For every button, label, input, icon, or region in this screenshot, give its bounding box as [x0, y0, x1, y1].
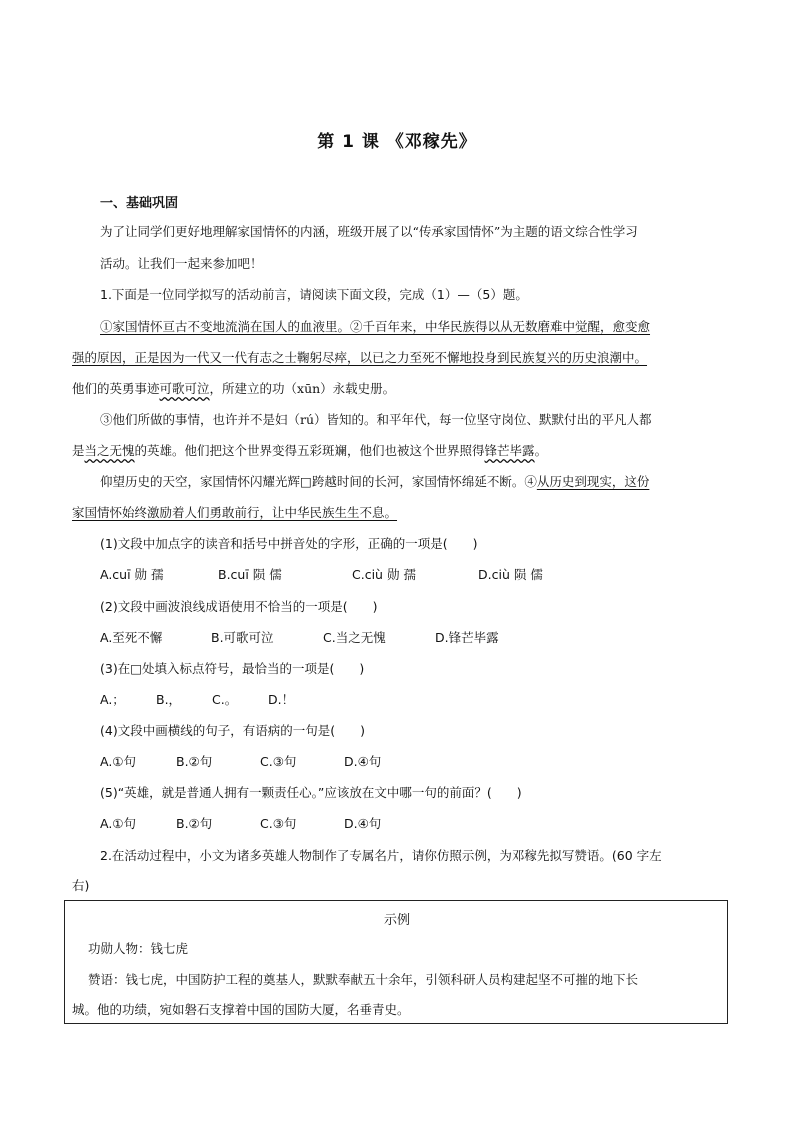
passage-text: 是 — [72, 443, 85, 458]
intro-line-1: 为了让同学们更好地理解家国情怀的内涵，班级开展了以“传承家国情怀”为主题的语文综合性学习 — [100, 224, 638, 239]
wavy-idiom: 当之无愧 — [84, 443, 135, 458]
sub-question-1: (1)文段中加点字的读音和括号中拼音处的字形，正确的一项是( ) — [100, 536, 478, 551]
sub-question-3-options — [100, 690, 294, 708]
option-b: B.可歌可泣 — [211, 630, 274, 645]
option-c: C.ciù 勋 孺 — [352, 567, 416, 582]
option-d: D.！ — [268, 692, 295, 707]
example-box-title: 示例 — [383, 913, 410, 928]
sub-question-2: (2)文段中画波浪线成语使用不恰当的一项是( ) — [100, 599, 378, 614]
example-person: 功勋人物：钱七虎 — [88, 941, 189, 956]
passage-text: 。 — [534, 443, 548, 458]
wavy-idiom: 锋芒毕露 — [484, 443, 535, 458]
sub-question-5-options — [100, 814, 381, 832]
option-b: B.②句 — [176, 754, 213, 769]
option-a: A.①句 — [100, 754, 137, 769]
option-a: A.； — [100, 692, 125, 707]
sub-question-2-options — [100, 628, 499, 646]
example-praise-line-2: 城。他的功绩，宛如磐石支撑着中国的国防大厦，名垂青史。 — [72, 1002, 410, 1017]
example-box — [64, 900, 728, 1024]
intro-line-2: 活动。让我们一起来参加吧！ — [100, 256, 263, 271]
option-d: D.ciù 陨 儒 — [478, 567, 543, 582]
passage-line-7: 家国情怀始终激励着人们勇敢前行，让中华民族生生不息。 — [72, 505, 398, 520]
passage-line-4: ③他们所做的事情，也许并不是妇（rú）皆知的。和平年代，每一位坚守岗位、默默付出的平凡人都 — [100, 412, 652, 427]
sub-question-4-options — [100, 752, 381, 770]
option-d: D.④句 — [344, 816, 382, 831]
page-title: 第 1 课 《邓稼先》 — [317, 132, 477, 152]
passage-text: 的英雄。他们把这个世界变得五彩斑斓，他们也被这个世界照得 — [134, 443, 485, 458]
passage-line-1: ①家国情怀亘古不变地流淌在国人的血液里。②千百年来，中华民族得以从无数磨难中觉醒，愈变愈 — [100, 319, 651, 334]
passage-line-3 — [72, 379, 395, 397]
option-c: C.③句 — [260, 754, 297, 769]
passage-line-6 — [100, 472, 649, 490]
passage-text: 跨越时间的长河，家国情怀绵延不断。④ — [311, 474, 537, 489]
passage-text: 仰望历史的天空，家国情怀闪耀光辉 — [100, 474, 301, 489]
option-b: B.②句 — [176, 816, 213, 831]
question-1: 1.下面是一位同学拟写的活动前言，请阅读下面文段，完成（1）—（5）题。 — [100, 287, 528, 302]
option-d: D.锋芒毕露 — [435, 630, 499, 645]
sub-question-5: (5)“英雄，就是普通人拥有一颗责任心。”应该放在文中哪一句的前面？( ) — [100, 785, 522, 800]
wavy-idiom: 可歌可泣 — [159, 381, 210, 396]
underlined-sentence: 从历史到现实，这份 — [536, 474, 650, 489]
passage-text: ，所建立的功（xūn）永载史册。 — [209, 381, 396, 396]
option-b: B.cuī 陨 儒 — [218, 567, 282, 582]
section-heading: 一、基础巩固 — [100, 196, 179, 211]
option-d: D.④句 — [344, 754, 382, 769]
blank-box: □ — [300, 474, 312, 489]
option-a: A.至死不懈 — [100, 630, 163, 645]
passage-text: 他们的英勇事迹 — [72, 381, 160, 396]
question-2-line-2: 右) — [72, 878, 90, 893]
option-c: C.③句 — [260, 816, 297, 831]
example-praise-line-1: 赞语：钱七虎，中国防护工程的奠基人，默默奉献五十余年，引领科研人员构建起坚不可摧的地下长 — [88, 972, 639, 987]
passage-line-2: 强的原因，正是因为一代又一代有志之士鞠躬尽瘁，以已之力至死不懈地投身到民族复兴的历史浪潮中。 — [72, 350, 648, 365]
sub-question-4: (4)文段中画横线的句子，有语病的一句是( ) — [100, 723, 365, 738]
option-a: A.①句 — [100, 816, 137, 831]
option-b: B.， — [156, 692, 182, 707]
option-c: C.当之无愧 — [323, 630, 386, 645]
question-2-line-1: 2.在活动过程中，小文为诸多英雄人物制作了专属名片，请你仿照示例，为邓稼先拟写赞语。(60 字左 — [100, 848, 662, 863]
sub-question-1-options — [100, 565, 543, 583]
passage-line-5 — [72, 441, 547, 459]
sub-question-3: (3)在□处填入标点符号，最恰当的一项是( ) — [100, 661, 365, 676]
option-c: C.。 — [212, 692, 238, 707]
option-a: A.cuī 勋 孺 — [100, 567, 164, 582]
